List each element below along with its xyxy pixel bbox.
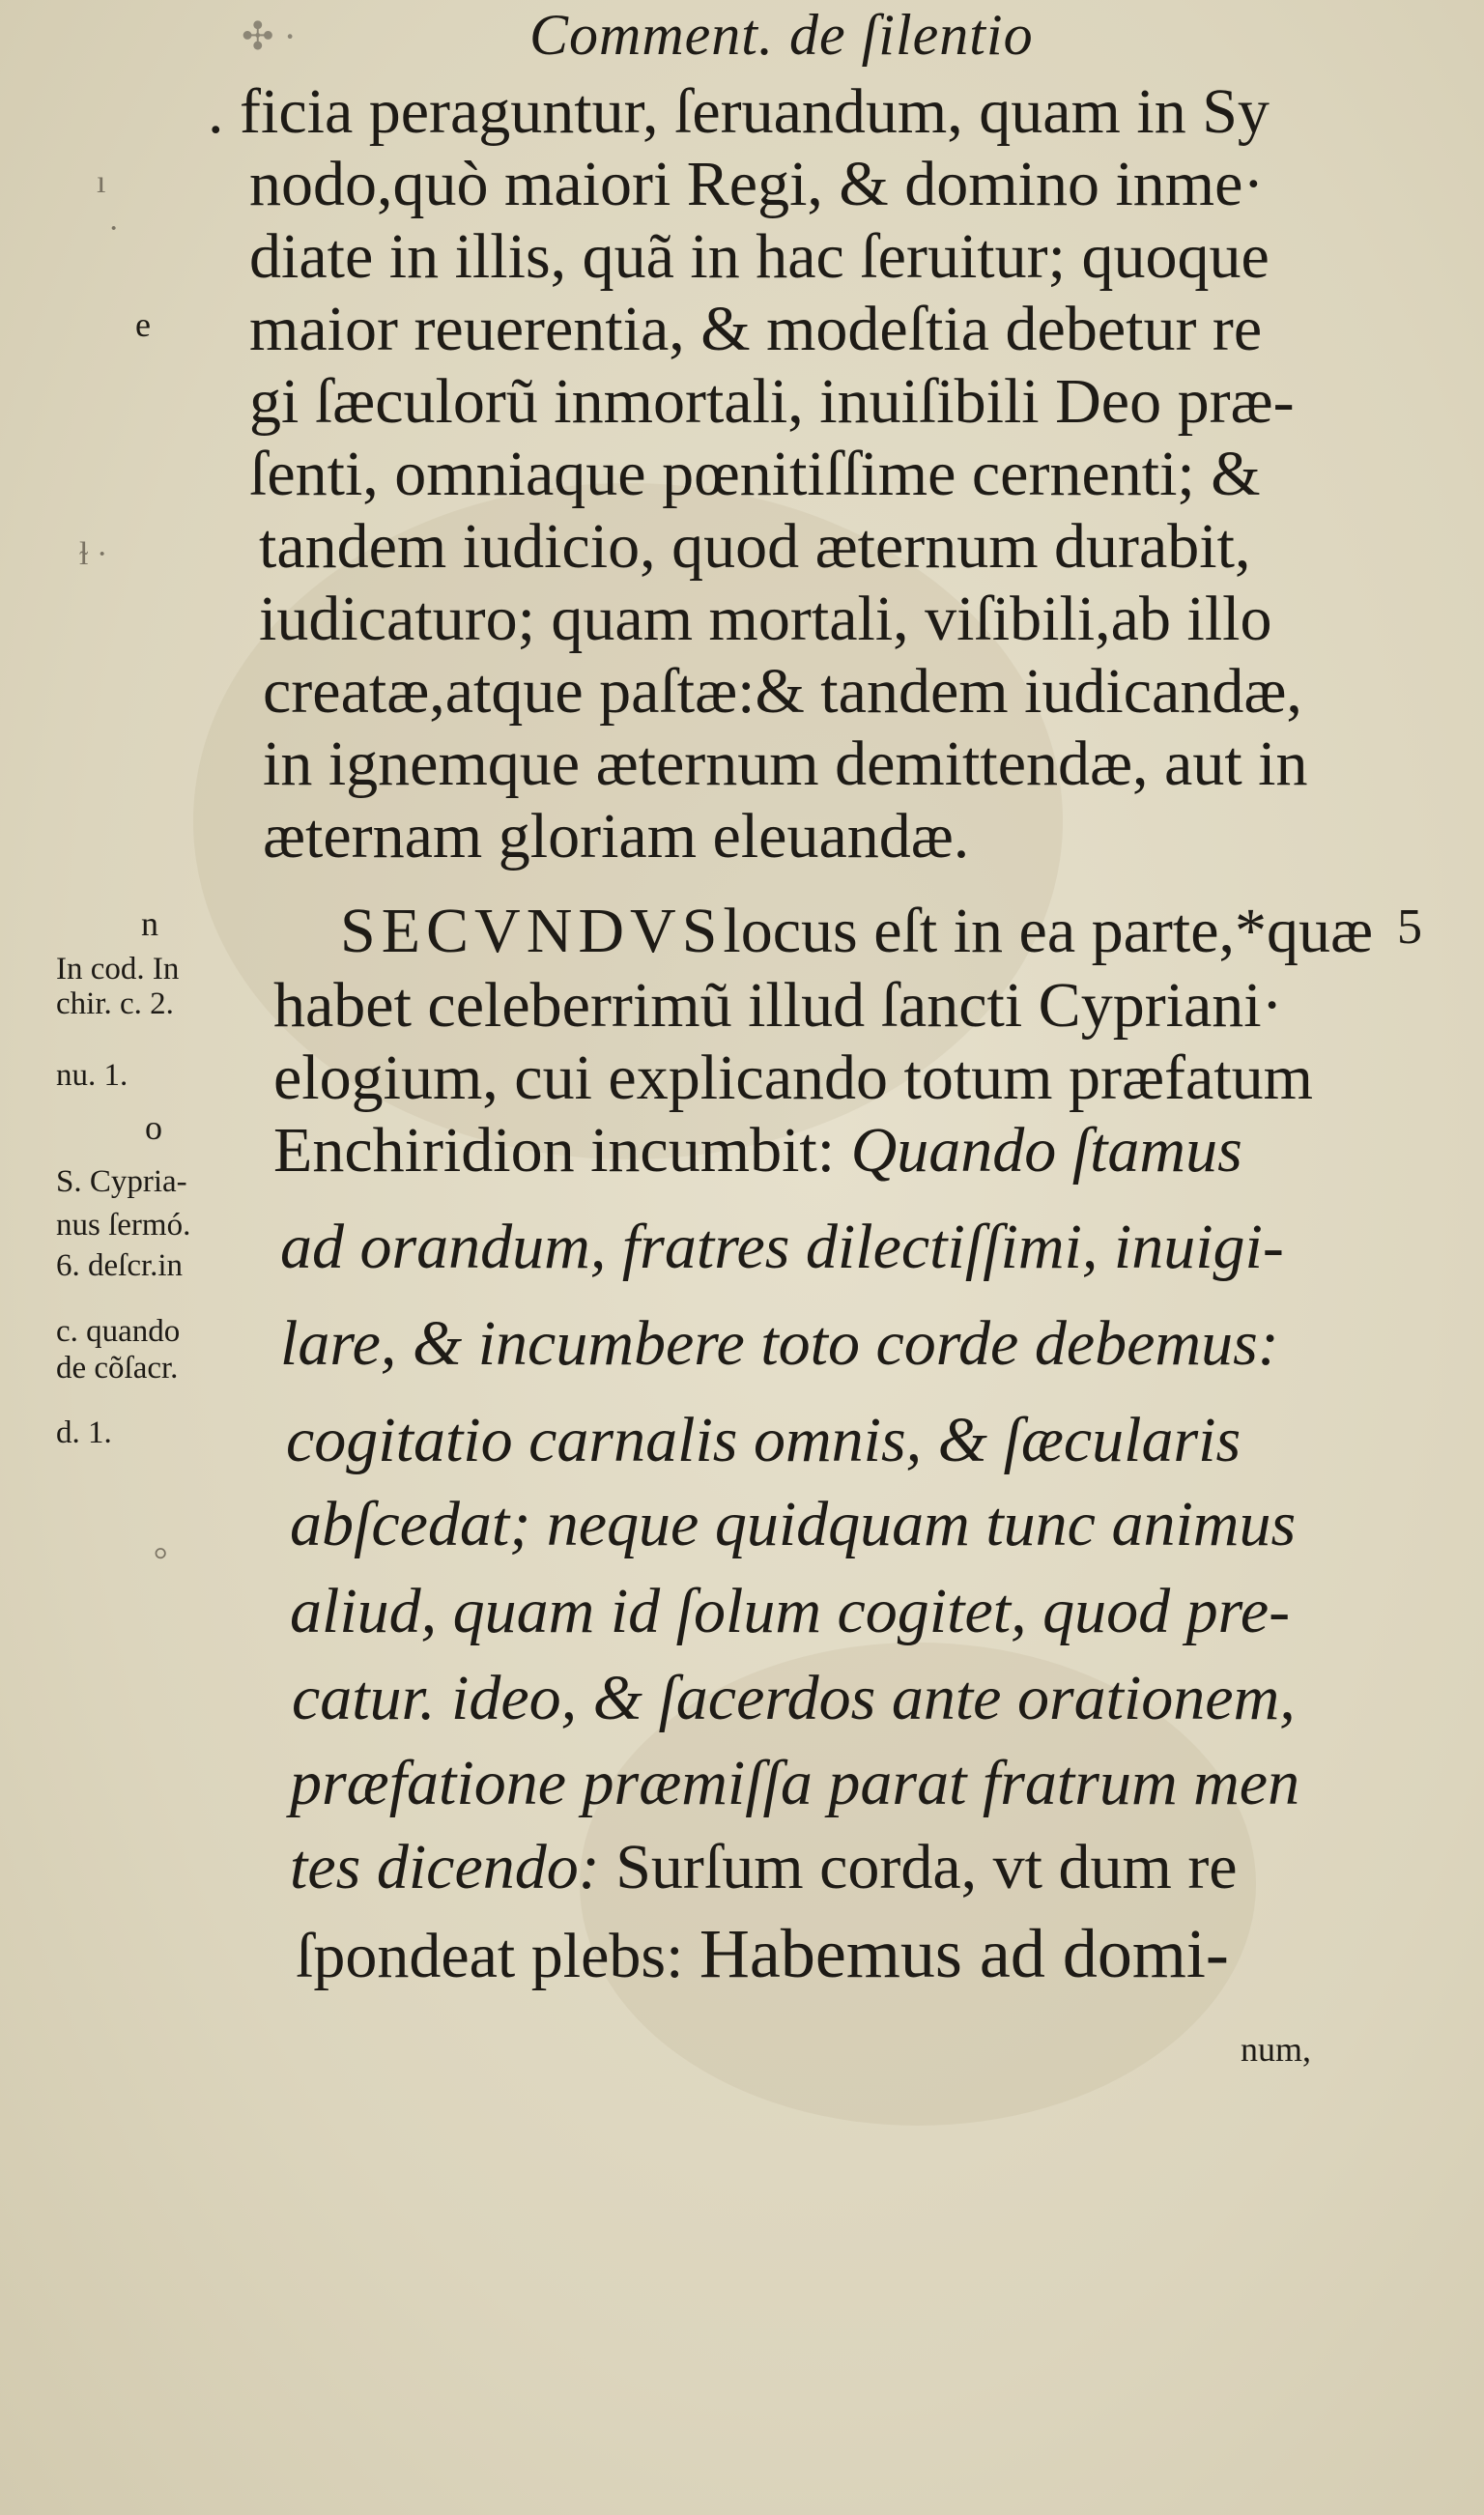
text-line-mixed — [290, 1831, 1238, 1903]
margin-note: de cõſacr. — [56, 1351, 179, 1386]
margin-mark: · — [108, 211, 120, 246]
text-line: ſenti, omniaque pœnitiſſime cernenti; & — [249, 439, 1261, 509]
line-number: 5 — [1397, 900, 1422, 955]
margin-note: nus ſermó. — [56, 1208, 191, 1243]
text-line: æternam gloriam eleuandæ. — [263, 801, 970, 872]
margin-note: S. Cypria- — [56, 1164, 187, 1199]
text-line: ad orandum, fratres dilectiſſimi, inuigi- — [280, 1212, 1284, 1282]
text-line: diate in illis, quã in hac ſeruitur; quoque — [249, 221, 1270, 292]
text-line: habet celeberrimũ illud ſancti Cypriani· — [273, 970, 1283, 1041]
text-line: iudicaturo; quam mortali, viſibili,ab illo — [259, 584, 1272, 654]
margin-ring-mark: ◦ — [153, 1528, 169, 1577]
text-line-secundus — [340, 895, 1373, 967]
margin-mark: ɫ · — [79, 536, 108, 572]
margin-letter-o: o — [145, 1108, 162, 1147]
text-line: catur. ideo, & ſacerdos ante orationem, — [292, 1663, 1296, 1733]
text-line: gi ſæculorũ inmortali, inuiſibili Deo præ- — [249, 366, 1295, 437]
text-line-mixed — [273, 1114, 1242, 1186]
text-line: lare, & incumbere toto corde debemus: — [280, 1308, 1279, 1379]
margin-note: c. quando — [56, 1314, 181, 1349]
italic-run: Quando ſtamus — [850, 1115, 1242, 1186]
text-line: nodo,quò maiori Regi, & domino inme· — [249, 149, 1265, 219]
text-line: maior reuerentia, & modeſtia debetur re — [249, 294, 1263, 364]
text-line: cogitatio carnalis omnis, & ſæcularis — [286, 1405, 1241, 1475]
margin-note: d. 1. — [56, 1415, 112, 1450]
text-line: abſcedat; neque quidquam tunc animus — [290, 1489, 1297, 1559]
catchword: num, — [1241, 2030, 1312, 2069]
text-line: creatæ,atque paſtæ:& tandem iudicandæ, — [263, 656, 1302, 727]
text-run: Surſum corda, vt dum re — [615, 1832, 1238, 1902]
margin-note: chir. c. 2. — [56, 986, 174, 1021]
text-run: ſpondeat plebs: — [296, 1921, 699, 1991]
text-line: elogium, cui explicando totum præfatum — [273, 1043, 1313, 1113]
text-line-mixed — [296, 1915, 1229, 1992]
margin-mark: ı — [97, 164, 106, 200]
margin-note: In cod. In — [56, 952, 180, 986]
margin-note: 6. deſcr.in — [56, 1248, 184, 1283]
printer-ornament: ✣ · — [242, 14, 297, 58]
margin-note: nu. 1. — [56, 1058, 128, 1093]
running-head: Comment. de ſilentio — [529, 3, 1034, 67]
text-line: præfatione præmiſſa parat fratrum men — [290, 1748, 1300, 1818]
text-line: in ignemque æternum demittendæ, aut in — [263, 729, 1308, 799]
margin-letter-e: e — [135, 305, 151, 344]
text-run-large: Habemus ad domi- — [699, 1915, 1229, 1992]
italic-run: tes dicendo: — [290, 1832, 616, 1902]
text-run: locus eſt in ea parte,*quæ — [723, 896, 1374, 966]
margin-letter-n: n — [141, 904, 158, 943]
text-line: tandem iudicio, quod æternum durabit, — [259, 511, 1251, 582]
text-line: aliud, quam id ſolum cogitet, quod pre- — [290, 1576, 1291, 1646]
text-line: . ficia peraguntur, ſeruandum, quam in Sy — [208, 76, 1270, 147]
text-run: Enchiridion incumbit: — [273, 1115, 851, 1186]
smallcaps-word: SECVNDVS — [340, 896, 724, 966]
